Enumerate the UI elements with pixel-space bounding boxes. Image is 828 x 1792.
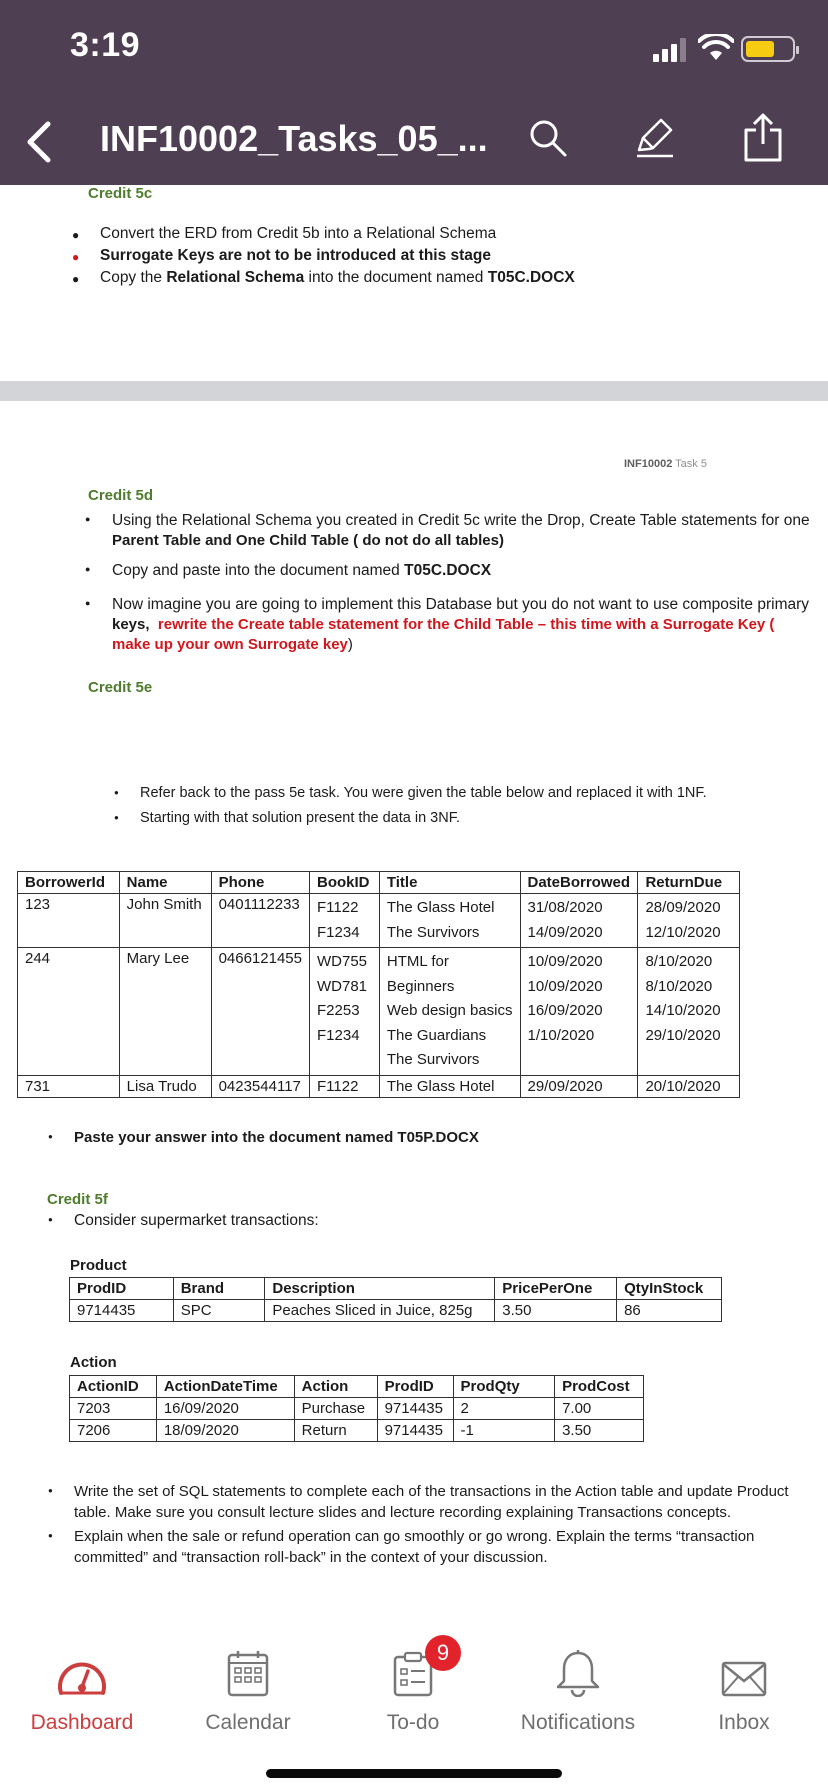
bullet: ● <box>72 272 80 286</box>
bullet: ● <box>114 788 119 797</box>
cell: 9714435 <box>377 1398 453 1420</box>
cell: Return <box>294 1420 377 1442</box>
cellular-signal-icon <box>651 38 691 62</box>
cell: John Smith <box>119 894 211 948</box>
table-row <box>70 1398 644 1420</box>
battery-icon <box>741 36 795 62</box>
credit-5c-bullet-1: Convert the ERD from Credit 5b into a Relational Schema <box>100 225 497 242</box>
col-header: Brand <box>173 1278 265 1300</box>
col-header: DateBorrowed <box>520 872 638 894</box>
share-icon[interactable] <box>740 112 786 164</box>
cell: 0401112233 <box>211 894 309 948</box>
col-header: Description <box>265 1278 495 1300</box>
tab-todo[interactable] <box>333 1640 493 1735</box>
credit-5d-bullet-1-line-1: Using the Relational Schema you created in Credit 5c write the Drop, Create Table statements for one <box>112 512 810 529</box>
col-header: ProdID <box>377 1376 453 1398</box>
col-header: ProdCost <box>555 1376 644 1398</box>
credit-5d-bullet-3-line-2: keys, rewrite the Create table statement for the Child Table – this time with a Surrogate Key ( <box>112 616 775 633</box>
bottom-tab-bar <box>0 1623 828 1792</box>
credit-5d-bullet-3-line-3: make up your own Surrogate key) <box>112 636 353 653</box>
cell: 86 <box>617 1300 722 1322</box>
credit-5e-bullet-1: Refer back to the pass 5e task. You were given the table below and replaced it with 1NF. <box>140 785 707 801</box>
cell: WD755 WD781 F2253 F1234 <box>310 948 380 1076</box>
col-header: ActionID <box>70 1376 157 1398</box>
cell: 31/08/2020 14/09/2020 <box>520 894 638 948</box>
cell: 28/09/2020 12/10/2020 <box>638 894 740 948</box>
cell: The Glass Hotel The Survivors <box>379 894 520 948</box>
cell: Mary Lee <box>119 948 211 1076</box>
cell: 7206 <box>70 1420 157 1442</box>
bullet: ● <box>48 1531 53 1540</box>
col-header: Name <box>119 872 211 894</box>
table-row <box>18 948 740 1076</box>
credit-5e-heading: Credit 5e <box>88 679 153 696</box>
credit-5f-intro: Consider supermarket transactions: <box>74 1212 319 1229</box>
credit-5f-heading: Credit 5f <box>47 1191 108 1208</box>
tab-label: Dashboard <box>30 1711 134 1734</box>
bullet: ● <box>85 564 91 574</box>
cell: 123 <box>18 894 120 948</box>
tab-label: Notifications <box>520 1711 636 1734</box>
calendar-icon <box>227 1649 269 1697</box>
credit-5e-bullet-2: Starting with that solution present the data in 3NF. <box>140 810 460 826</box>
cell: F1122 <box>310 1075 380 1097</box>
col-header: BorrowerId <box>18 872 120 894</box>
action-table <box>69 1375 644 1442</box>
cell: Purchase <box>294 1398 377 1420</box>
cell: SPC <box>173 1300 265 1322</box>
bell-icon <box>555 1649 601 1697</box>
cell: 3.50 <box>495 1300 617 1322</box>
col-header: Action <box>294 1376 377 1398</box>
cell: 9714435 <box>377 1420 453 1442</box>
tab-label: To-do <box>386 1711 440 1734</box>
bullet: ● <box>85 514 91 524</box>
col-header: QtyInStock <box>617 1278 722 1300</box>
cell: 10/09/2020 10/09/2020 16/09/2020 1/10/2020 <box>520 948 638 1076</box>
credit-5f-bullet-1-line-2: table. Make sure you consult lecture slides and lecture recording explaining Transactions concepts. <box>74 1504 732 1521</box>
home-indicator[interactable] <box>266 1769 562 1778</box>
cell: Lisa Trudo <box>119 1075 211 1097</box>
tab-label: Calendar <box>205 1711 291 1734</box>
tab-inbox[interactable] <box>664 1643 824 1735</box>
table-row <box>70 1300 722 1322</box>
bullet: ● <box>72 228 80 242</box>
credit-5c-heading: Credit 5c <box>88 185 153 202</box>
credit-5f-bullet-2-line-1: Explain when the sale or refund operation can go smoothly or go wrong. Explain the terms “transaction <box>74 1528 755 1545</box>
col-header: ProdQty <box>453 1376 555 1398</box>
status-time: 3:19 <box>70 26 141 64</box>
col-header: ProdID <box>70 1278 174 1300</box>
cell: Peaches Sliced in Juice, 825g <box>265 1300 495 1322</box>
top-header <box>0 0 828 185</box>
back-button[interactable] <box>20 120 60 164</box>
cell: 20/10/2020 <box>638 1075 740 1097</box>
wifi-icon <box>698 34 734 62</box>
col-header: Title <box>379 872 520 894</box>
col-header: ReturnDue <box>638 872 740 894</box>
cell: -1 <box>453 1420 555 1442</box>
bullet: ● <box>48 1486 53 1495</box>
table-header-row <box>18 872 740 894</box>
tab-calendar[interactable] <box>168 1643 328 1735</box>
cell: 7.00 <box>555 1398 644 1420</box>
action-table-label: Action <box>70 1354 117 1371</box>
bullet: ● <box>114 813 119 822</box>
document-title: INF10002_Tasks_05_... <box>100 118 488 159</box>
cell: 0466121455 <box>211 948 309 1076</box>
tab-dashboard[interactable] <box>2 1643 162 1735</box>
credit-5f-bullet-2-line-2: committed” and “transaction roll-back” in the context of your discussion. <box>74 1549 548 1566</box>
cell: 731 <box>18 1075 120 1097</box>
tab-label: Inbox <box>718 1711 770 1734</box>
table-header-row <box>70 1376 644 1398</box>
col-header: ActionDateTime <box>156 1376 294 1398</box>
cell: 3.50 <box>555 1420 644 1442</box>
cell: F1122 F1234 <box>310 894 380 948</box>
cell: 8/10/2020 8/10/2020 14/10/2020 29/10/2020 <box>638 948 740 1076</box>
table-row <box>70 1420 644 1442</box>
table-row <box>18 1075 740 1097</box>
cell: 9714435 <box>70 1300 174 1322</box>
bullet: ● <box>48 1132 53 1141</box>
product-table <box>69 1277 722 1322</box>
credit-5d-heading: Credit 5d <box>88 487 154 504</box>
cell: 16/09/2020 <box>156 1398 294 1420</box>
credit-5c-bullet-3: Copy the Relational Schema into the document named T05C.DOCX <box>100 269 575 286</box>
cell: 2 <box>453 1398 555 1420</box>
dashboard-gauge-icon <box>55 1655 109 1697</box>
product-table-label: Product <box>70 1257 127 1274</box>
borrowers-table <box>17 871 740 1098</box>
bullet: ● <box>72 250 80 264</box>
credit-5f-bullet-1-line-1: Write the set of SQL statements to complete each of the transactions in the Action table and update Product <box>74 1483 789 1500</box>
page-header: INF10002 Task 5 <box>624 458 707 470</box>
envelope-icon <box>721 1661 767 1697</box>
bullet: ● <box>85 598 91 608</box>
credit-5d-bullet-1-line-2: Parent Table and One Child Table ( do not do all tables) <box>112 532 504 549</box>
document-viewer[interactable] <box>0 185 828 1623</box>
credit-5c-bullet-2: Surrogate Keys are not to be introduced at this stage <box>100 247 492 264</box>
highlighter-icon[interactable] <box>635 116 675 160</box>
credit-5e-paste-instruction: Paste your answer into the document named T05P.DOCX <box>74 1129 479 1146</box>
credit-5d-bullet-3-line-1: Now imagine you are going to implement this Database but you do not want to use composite primary <box>112 596 810 613</box>
cell: 244 <box>18 948 120 1076</box>
cell: HTML for Beginners Web design basics The Guardians The Survivors <box>379 948 520 1076</box>
cell: The Glass Hotel <box>379 1075 520 1097</box>
page-separator <box>0 381 828 401</box>
todo-count-badge: 9 <box>425 1635 461 1671</box>
table-row <box>18 894 740 948</box>
cell: 18/09/2020 <box>156 1420 294 1442</box>
credit-5d-bullet-2: Copy and paste into the document named T05C.DOCX <box>112 562 492 579</box>
search-icon[interactable] <box>528 118 568 158</box>
col-header: BookID <box>310 872 380 894</box>
cell: 7203 <box>70 1398 157 1420</box>
tab-notifications[interactable] <box>498 1643 658 1735</box>
table-header-row <box>70 1278 722 1300</box>
cell: 29/09/2020 <box>520 1075 638 1097</box>
col-header: Phone <box>211 872 309 894</box>
bullet: ● <box>48 1215 53 1224</box>
col-header: PricePerOne <box>495 1278 617 1300</box>
cell: 0423544117 <box>211 1075 309 1097</box>
